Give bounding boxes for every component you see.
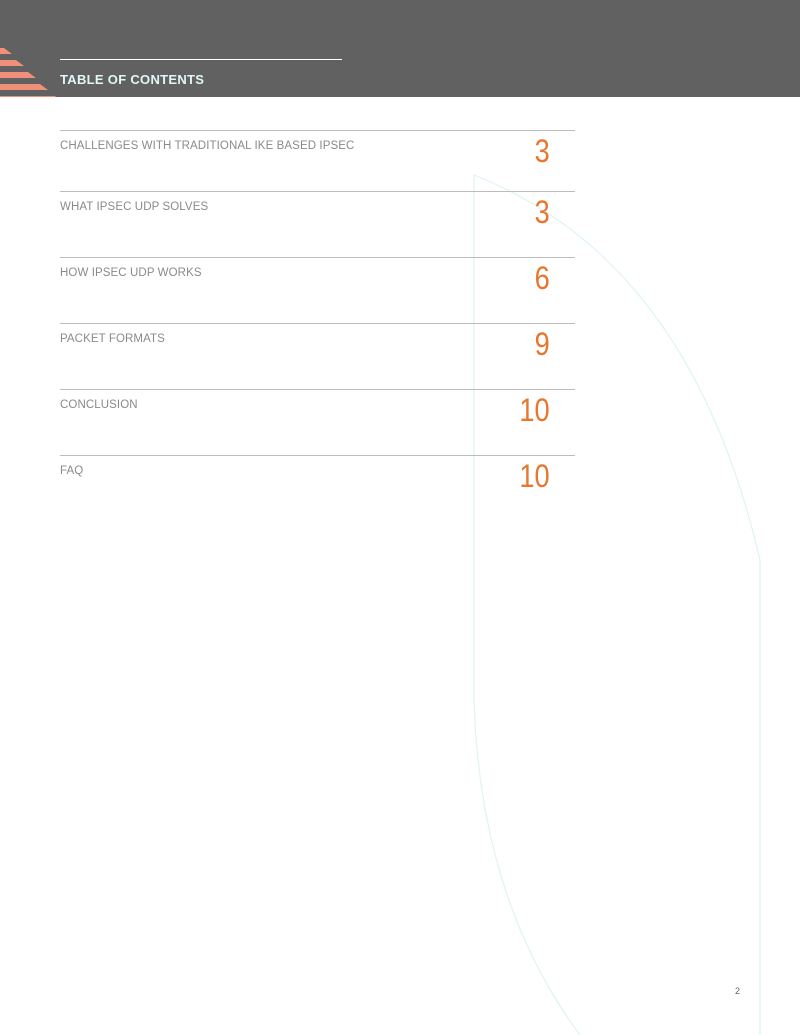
toc-entry[interactable] (60, 389, 575, 455)
page-title: TABLE OF CONTENTS (60, 72, 205, 87)
table-of-contents (60, 130, 575, 521)
page-header (0, 0, 800, 97)
orange-stripes-decoration (0, 0, 60, 97)
toc-entry[interactable] (60, 257, 575, 323)
toc-entry-label: WHAT IPSEC UDP SOLVES (60, 201, 209, 213)
toc-entry-label: CONCLUSION (60, 399, 138, 411)
header-rule (60, 59, 342, 60)
footer-page-number: 2 (735, 986, 741, 996)
toc-entry-page-number: 3 (534, 133, 550, 169)
toc-entry-page-number: 10 (519, 458, 550, 494)
toc-entry-label: PACKET FORMATS (60, 333, 165, 345)
toc-entry[interactable] (60, 130, 575, 191)
toc-entry-label: FAQ (60, 465, 84, 477)
toc-entry[interactable] (60, 323, 575, 389)
toc-entry-page-number: 9 (534, 326, 550, 362)
toc-entry[interactable] (60, 455, 575, 521)
toc-entry-page-number: 3 (534, 194, 550, 230)
toc-entry-page-number: 10 (519, 392, 550, 428)
toc-entry[interactable] (60, 191, 575, 257)
toc-entry-label: HOW IPSEC UDP WORKS (60, 267, 202, 279)
toc-entry-page-number: 6 (534, 260, 550, 296)
toc-entry-label: CHALLENGES WITH TRADITIONAL IKE BASED IPSEC (60, 140, 355, 152)
